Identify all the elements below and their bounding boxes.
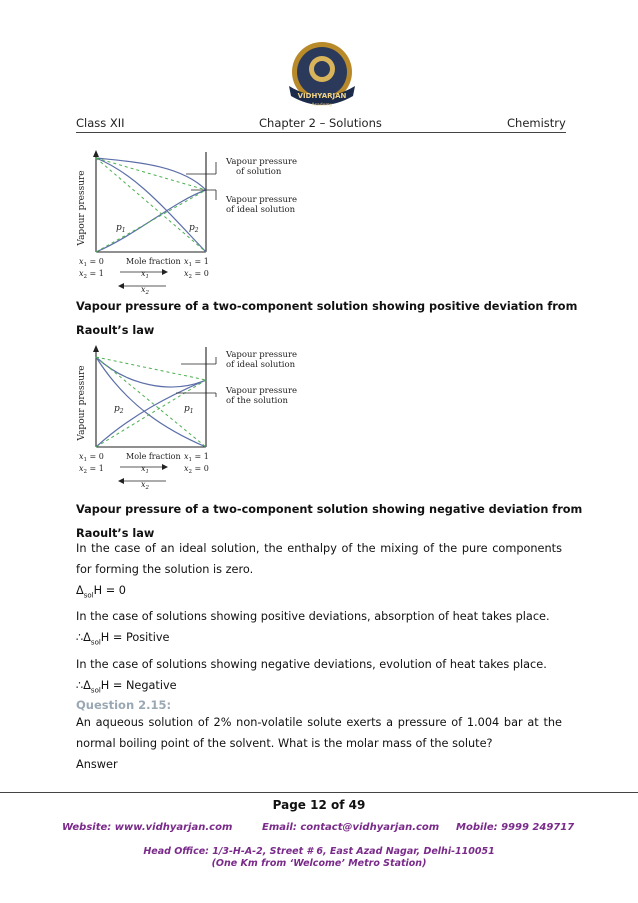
fig1-p2-label: $p_2$ bbox=[189, 223, 199, 234]
footer-rule bbox=[0, 792, 638, 793]
figure-negative-deviation bbox=[76, 335, 298, 495]
paragraph-ideal-solution: In the case of an ideal solution, the enthalpy of the mixing of the pure components for forming the solution is zero. bbox=[76, 542, 562, 576]
fig1-x1-right: $x_1 = 1$ bbox=[184, 257, 209, 268]
page-number: Page 12 of 49 bbox=[272, 798, 366, 812]
question-body bbox=[76, 712, 562, 775]
fig1-p1-label: $p_1$ bbox=[116, 223, 126, 234]
logo-tagline: Academy bbox=[311, 103, 333, 108]
fig2-x1-left: $x_1 = 0$ bbox=[79, 452, 104, 463]
caption1-line2: Raoult’s law bbox=[76, 324, 155, 337]
fig1-label-solution-line1: Vapour pressure bbox=[226, 157, 298, 167]
fig1-mole-fraction: Mole fraction bbox=[126, 257, 181, 266]
fig2-y-axis: Vapour pressure bbox=[77, 365, 87, 441]
paragraph-negative: In the case of solutions showing negative deviations, evolution of heat takes place. bbox=[76, 657, 547, 671]
fig2-arrow-x1: $x_1$ bbox=[141, 464, 150, 475]
header-rule bbox=[76, 132, 566, 133]
footer-office-address: Head Office: 1/3-H-A-2, Street # 6, East Azad Nagar, Delhi-110051 bbox=[143, 846, 495, 857]
footer-website[interactable]: Website: www.vidhyarjan.com bbox=[62, 822, 233, 833]
body-text bbox=[76, 538, 562, 701]
fig1-y-axis: Vapour pressure bbox=[77, 170, 87, 246]
caption2-line1: Vapour pressure of a two-component solution showing negative deviation from bbox=[76, 503, 583, 516]
footer-email[interactable]: Email: contact@vidhyarjan.com bbox=[262, 822, 440, 833]
header-chapter: Chapter 2 – Solutions bbox=[259, 116, 382, 130]
fig1-label-ideal-line1: Vapour pressure bbox=[226, 195, 298, 205]
paragraph-positive: In the case of solutions showing positive deviations, absorption of heat takes place. bbox=[76, 610, 550, 624]
ideal-solution-lines bbox=[96, 158, 206, 252]
fig2-x1-right: $x_1 = 1$ bbox=[184, 452, 209, 463]
fig1-x1-left: $x_1 = 0$ bbox=[79, 257, 104, 268]
question-heading: Question 2.15: bbox=[76, 698, 172, 712]
fig2-label-solution-line1: Vapour pressure bbox=[226, 386, 298, 396]
fig1-label-ideal-line2: of ideal solution bbox=[226, 205, 296, 215]
caption2-line2: Raoult’s law bbox=[76, 527, 155, 540]
caption1-line1: Vapour pressure of a two-component solution showing positive deviation from bbox=[76, 300, 578, 313]
figure-positive-deviation bbox=[76, 140, 298, 300]
fig1-x2-right: $x_2 = 0$ bbox=[184, 269, 209, 280]
fig2-arrow-x2: $x_2$ bbox=[141, 480, 150, 491]
fig2-x2-right: $x_2 = 0$ bbox=[184, 464, 209, 475]
header-class: Class XII bbox=[76, 116, 125, 130]
footer-office-landmark: (One Km from ‘Welcome’ Metro Station) bbox=[211, 858, 427, 869]
footer-mobile: Mobile: 9999 249717 bbox=[456, 822, 575, 833]
fig1-arrow-x2: $x_2$ bbox=[141, 285, 150, 296]
fig2-p1-label: $p_1$ bbox=[184, 404, 194, 415]
fig1-arrow-x1: $x_1$ bbox=[141, 269, 150, 280]
vidhyarjan-logo bbox=[283, 36, 361, 114]
equation-positive: $\therefore\Delta_{sol}H$ = Positive bbox=[76, 631, 170, 647]
equation-zero: $\Delta_{sol}H = 0$ bbox=[76, 584, 126, 600]
fig2-x2-left: $x_2 = 1$ bbox=[79, 464, 104, 475]
fig1-x2-left: $x_2 = 1$ bbox=[79, 269, 104, 280]
equation-negative: $\therefore\Delta_{sol}H$ = Negative bbox=[76, 678, 177, 694]
logo-name: VIDHYARJAN bbox=[297, 92, 347, 100]
fig2-mole-fraction: Mole fraction bbox=[126, 452, 181, 461]
fig2-label-ideal-line1: Vapour pressure bbox=[226, 350, 298, 360]
header-subject: Chemistry bbox=[507, 116, 566, 130]
fig2-p2-label: $p_2$ bbox=[114, 404, 124, 415]
fig1-label-solution-line2: of solution bbox=[236, 167, 282, 177]
fig2-label-ideal-line2: of ideal solution bbox=[226, 360, 296, 370]
question-text: An aqueous solution of 2% non-volatile solute exerts a pressure of 1.004 bar at the normal boiling point of the solvent. What is the molar mass of the solute? bbox=[76, 716, 562, 750]
fig2-label-solution-line2: of the solution bbox=[226, 396, 288, 406]
answer-label: Answer bbox=[76, 758, 118, 771]
